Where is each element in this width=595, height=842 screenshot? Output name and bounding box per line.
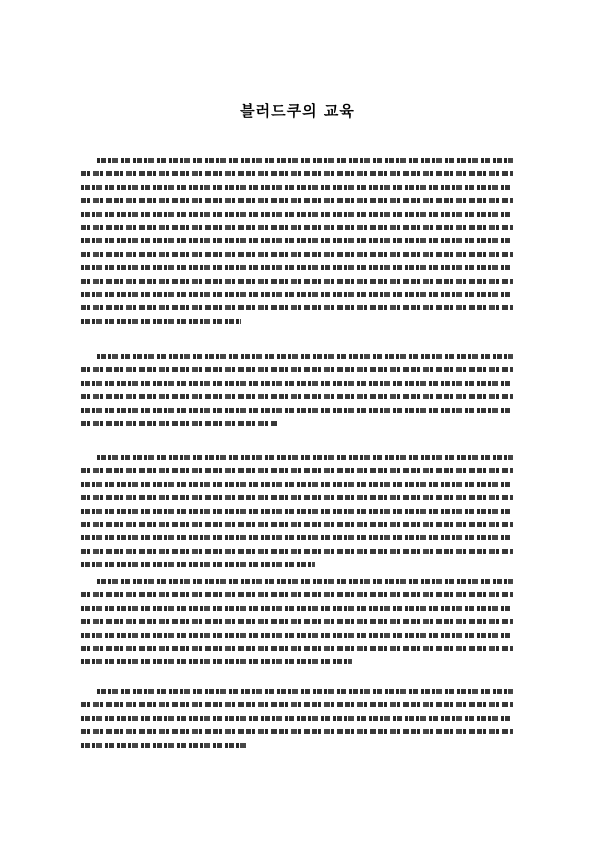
- text-line-ink: [81, 367, 513, 372]
- text-line: [81, 713, 513, 726]
- document-title: 블러드쿠의 교육: [240, 102, 355, 120]
- text-line-ink: [81, 265, 513, 270]
- paragraph-4: [81, 576, 513, 670]
- text-line-ink: [81, 198, 513, 203]
- text-line: [81, 182, 513, 195]
- text-line-ink: [81, 495, 513, 500]
- paragraph-5: [81, 686, 513, 753]
- text-line: [81, 302, 513, 315]
- text-line-ink: [81, 619, 513, 624]
- text-line-ink: [81, 408, 513, 413]
- text-line-ink: [81, 659, 352, 664]
- text-line-ink: [81, 702, 513, 707]
- text-line-ink: [81, 592, 513, 597]
- text-line: [81, 364, 513, 377]
- text-line-ink: [81, 535, 513, 540]
- paragraph-3: [81, 452, 513, 573]
- text-line-ink: [81, 238, 513, 243]
- text-line: [81, 506, 513, 519]
- paragraph-2: [81, 351, 513, 431]
- text-line: [81, 726, 513, 739]
- text-line: [81, 418, 513, 431]
- text-line-ink: [81, 292, 513, 297]
- text-line-ink: [81, 381, 513, 386]
- text-line: [81, 209, 513, 222]
- text-line-ink: [81, 509, 513, 514]
- text-line: [81, 316, 513, 329]
- text-line: [81, 222, 513, 235]
- text-line-ink: [81, 252, 513, 257]
- text-line: [81, 492, 513, 505]
- text-line: [81, 465, 513, 478]
- text-line-ink: [81, 606, 513, 611]
- text-line: [81, 519, 513, 532]
- text-line: [81, 195, 513, 208]
- text-line: [81, 699, 513, 712]
- text-line-ink: [81, 185, 513, 190]
- text-line: [81, 262, 513, 275]
- text-line: [81, 576, 513, 589]
- text-line-ink: [81, 729, 513, 734]
- text-line: [81, 289, 513, 302]
- text-line-ink: [81, 562, 315, 567]
- text-line: [81, 589, 513, 602]
- text-line: [81, 616, 513, 629]
- text-line-ink: [81, 522, 513, 527]
- text-line: [81, 378, 513, 391]
- text-line: [81, 249, 513, 262]
- text-line-ink: [81, 633, 513, 638]
- text-line-ink: [81, 319, 241, 324]
- text-line: [81, 603, 513, 616]
- text-line-ink: [81, 225, 513, 230]
- text-line-ink: [81, 394, 513, 399]
- text-line: [81, 155, 513, 168]
- text-line: [81, 452, 513, 465]
- text-line-ink: [81, 212, 513, 217]
- text-line: [81, 559, 513, 572]
- text-line-ink: [97, 158, 513, 163]
- text-line: [81, 686, 513, 699]
- paragraph-1: [81, 155, 513, 329]
- text-line: [81, 405, 513, 418]
- text-line: [81, 276, 513, 289]
- text-line-ink: [81, 716, 513, 721]
- text-line: [81, 532, 513, 545]
- text-line: [81, 630, 513, 643]
- text-line: [81, 391, 513, 404]
- text-line-ink: [81, 421, 278, 426]
- text-line-ink: [81, 482, 513, 487]
- text-line: [81, 479, 513, 492]
- text-line: [81, 643, 513, 656]
- text-line-ink: [81, 305, 513, 310]
- text-line-ink: [81, 549, 513, 554]
- text-line: [81, 656, 513, 669]
- text-line-ink: [97, 689, 513, 694]
- text-line-ink: [97, 579, 513, 584]
- text-line-ink: [97, 455, 513, 460]
- text-line: [81, 351, 513, 364]
- text-line-ink: [81, 171, 513, 176]
- text-line: [81, 740, 513, 753]
- text-line: [81, 235, 513, 248]
- text-line-ink: [81, 279, 513, 284]
- text-line: [81, 546, 513, 559]
- text-line-ink: [81, 743, 249, 748]
- text-line: [81, 168, 513, 181]
- text-line-ink: [97, 354, 513, 359]
- text-line-ink: [81, 646, 513, 651]
- text-line-ink: [81, 468, 513, 473]
